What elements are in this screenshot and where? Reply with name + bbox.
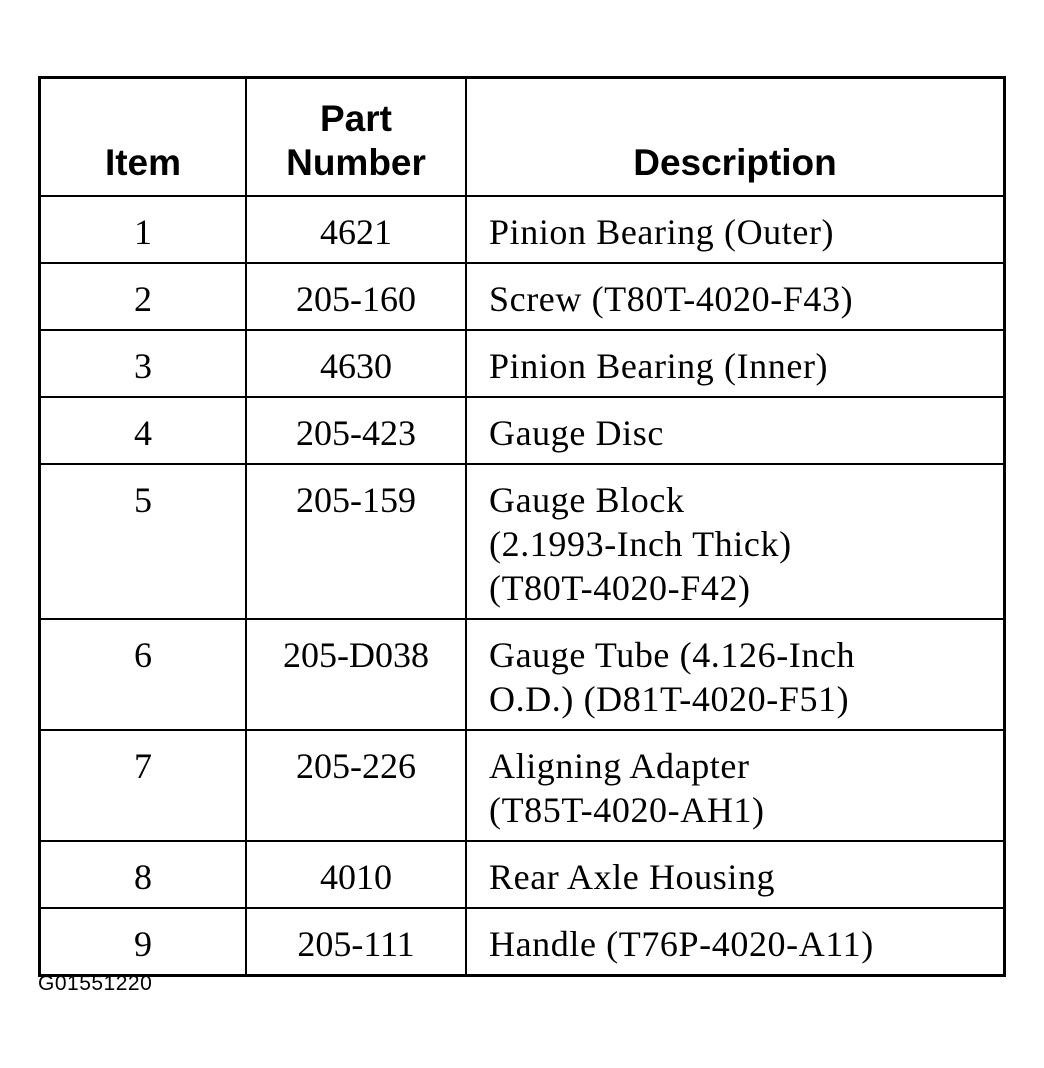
description-line: Gauge Block	[489, 480, 685, 520]
part-number-cell: 205-D038	[246, 619, 466, 730]
description-cell	[466, 330, 1005, 397]
description-line: Screw (T80T-4020-F43)	[489, 279, 854, 319]
description-line: Gauge Disc	[489, 413, 664, 453]
table-row	[40, 397, 1005, 464]
part-number-cell: 205-159	[246, 464, 466, 619]
part-number-cell: 4621	[246, 196, 466, 263]
part-number-cell: 205-226	[246, 730, 466, 841]
header-row	[40, 78, 1005, 197]
header-description: Description	[466, 78, 1005, 197]
table-row	[40, 619, 1005, 730]
description-cell	[466, 841, 1005, 908]
part-number-cell: 205-111	[246, 908, 466, 976]
figure-id: G01551220	[38, 972, 153, 995]
table-body	[40, 196, 1005, 976]
header-part-number-line2: Number	[286, 142, 426, 183]
item-cell: 6	[40, 619, 247, 730]
description-cell	[466, 397, 1005, 464]
item-cell: 5	[40, 464, 247, 619]
table-row	[40, 196, 1005, 263]
description-cell	[466, 196, 1005, 263]
description-cell	[466, 730, 1005, 841]
part-number-cell: 205-423	[246, 397, 466, 464]
description-line: Gauge Tube (4.126-Inch	[489, 635, 856, 675]
description-line: Pinion Bearing (Outer)	[489, 212, 835, 252]
description-line: O.D.) (D81T-4020-F51)	[489, 679, 850, 719]
description-line: Aligning Adapter	[489, 746, 750, 786]
description-line: (2.1993-Inch Thick)	[489, 524, 792, 564]
table-row	[40, 730, 1005, 841]
description-line: Pinion Bearing (Inner)	[489, 346, 829, 386]
description-line: Handle (T76P-4020-A11)	[489, 924, 874, 964]
part-number-cell: 4010	[246, 841, 466, 908]
description-cell	[466, 464, 1005, 619]
part-number-cell: 205-160	[246, 263, 466, 330]
table-row	[40, 464, 1005, 619]
header-part-number	[246, 78, 466, 197]
description-cell	[466, 908, 1005, 976]
part-number-cell: 4630	[246, 330, 466, 397]
table-header	[40, 78, 1005, 197]
item-cell: 9	[40, 908, 247, 976]
table-row	[40, 263, 1005, 330]
description-cell	[466, 263, 1005, 330]
header-part-number-line1: Part	[320, 98, 392, 139]
parts-table	[38, 76, 1006, 977]
description-line: (T85T-4020-AH1)	[489, 790, 765, 830]
item-cell: 7	[40, 730, 247, 841]
table-row	[40, 908, 1005, 976]
item-cell: 4	[40, 397, 247, 464]
header-item: Item	[40, 78, 247, 197]
table-row	[40, 841, 1005, 908]
item-cell: 3	[40, 330, 247, 397]
description-line: (T80T-4020-F42)	[489, 568, 751, 608]
description-cell	[466, 619, 1005, 730]
item-cell: 8	[40, 841, 247, 908]
item-cell: 2	[40, 263, 247, 330]
description-line: Rear Axle Housing	[489, 857, 776, 897]
item-cell: 1	[40, 196, 247, 263]
table-row	[40, 330, 1005, 397]
